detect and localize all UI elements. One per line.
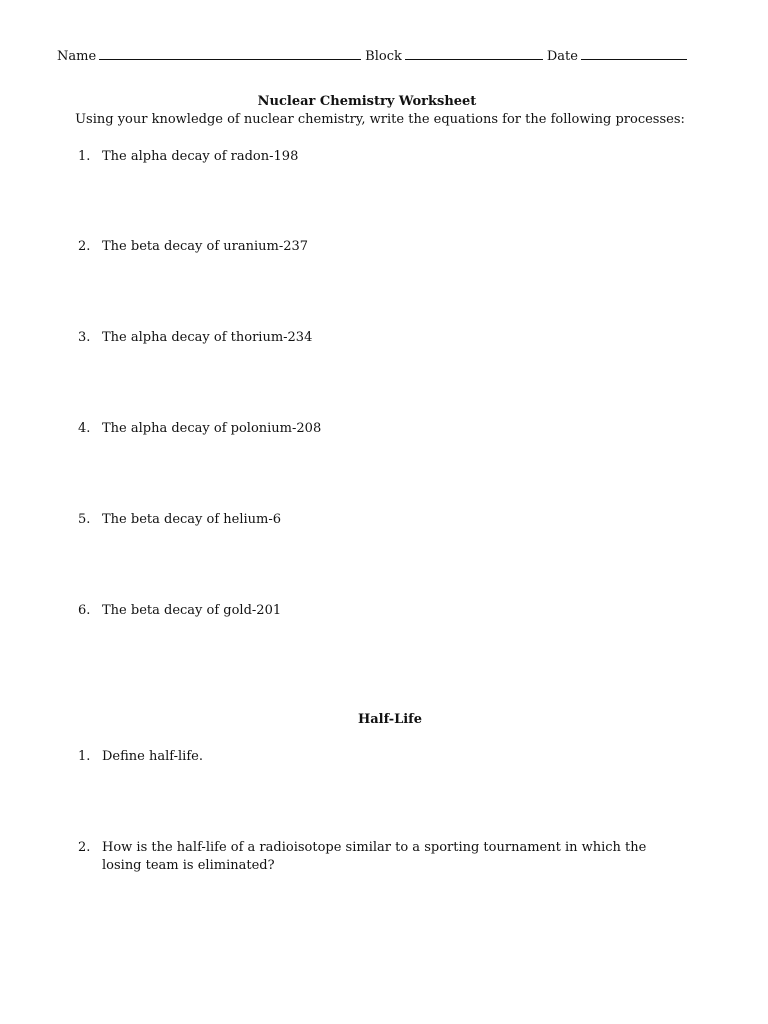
question-number: 5. (78, 512, 91, 527)
question-text: How is the half-life of a radioisotope similar to a sporting tournament in which the losing team is eliminated? (102, 840, 647, 873)
block-blank[interactable] (405, 47, 543, 60)
question-number: 1. (78, 149, 91, 164)
question-text: The beta decay of gold-201 (102, 603, 282, 618)
question-number: 6. (78, 603, 91, 618)
block-label: Block (365, 49, 402, 64)
question-text: The alpha decay of polonium-208 (102, 421, 322, 436)
question-text: Define half-life. (102, 749, 203, 764)
question-text: The alpha decay of thorium-234 (102, 330, 313, 345)
question-text: The alpha decay of radon-198 (102, 149, 299, 164)
question-text: The beta decay of uranium-237 (102, 239, 309, 254)
decay-question-1 (78, 148, 678, 166)
decay-question-4 (78, 420, 678, 438)
decay-question-6 (78, 602, 678, 620)
decay-question-3 (78, 329, 678, 347)
date-blank[interactable] (581, 47, 687, 60)
name-label: Name (57, 49, 97, 64)
question-number: 2. (78, 840, 91, 855)
decay-question-2 (78, 238, 678, 256)
half-life-question-1 (78, 748, 678, 766)
question-number: 3. (78, 330, 91, 345)
question-number: 2. (78, 239, 91, 254)
question-number: 1. (78, 749, 91, 764)
question-number: 4. (78, 421, 91, 436)
worksheet-title: Nuclear Chemistry Worksheet (257, 94, 477, 109)
decay-question-5 (78, 511, 678, 529)
half-life-heading: Half-Life (357, 712, 423, 727)
name-blank[interactable] (99, 47, 361, 60)
student-info-line (57, 47, 697, 64)
question-text: The beta decay of helium-6 (102, 512, 282, 527)
half-life-question-2 (78, 839, 678, 875)
date-label: Date (546, 49, 578, 64)
instructions-text: Using your knowledge of nuclear chemistry, write the equations for the following processes: (75, 112, 685, 127)
